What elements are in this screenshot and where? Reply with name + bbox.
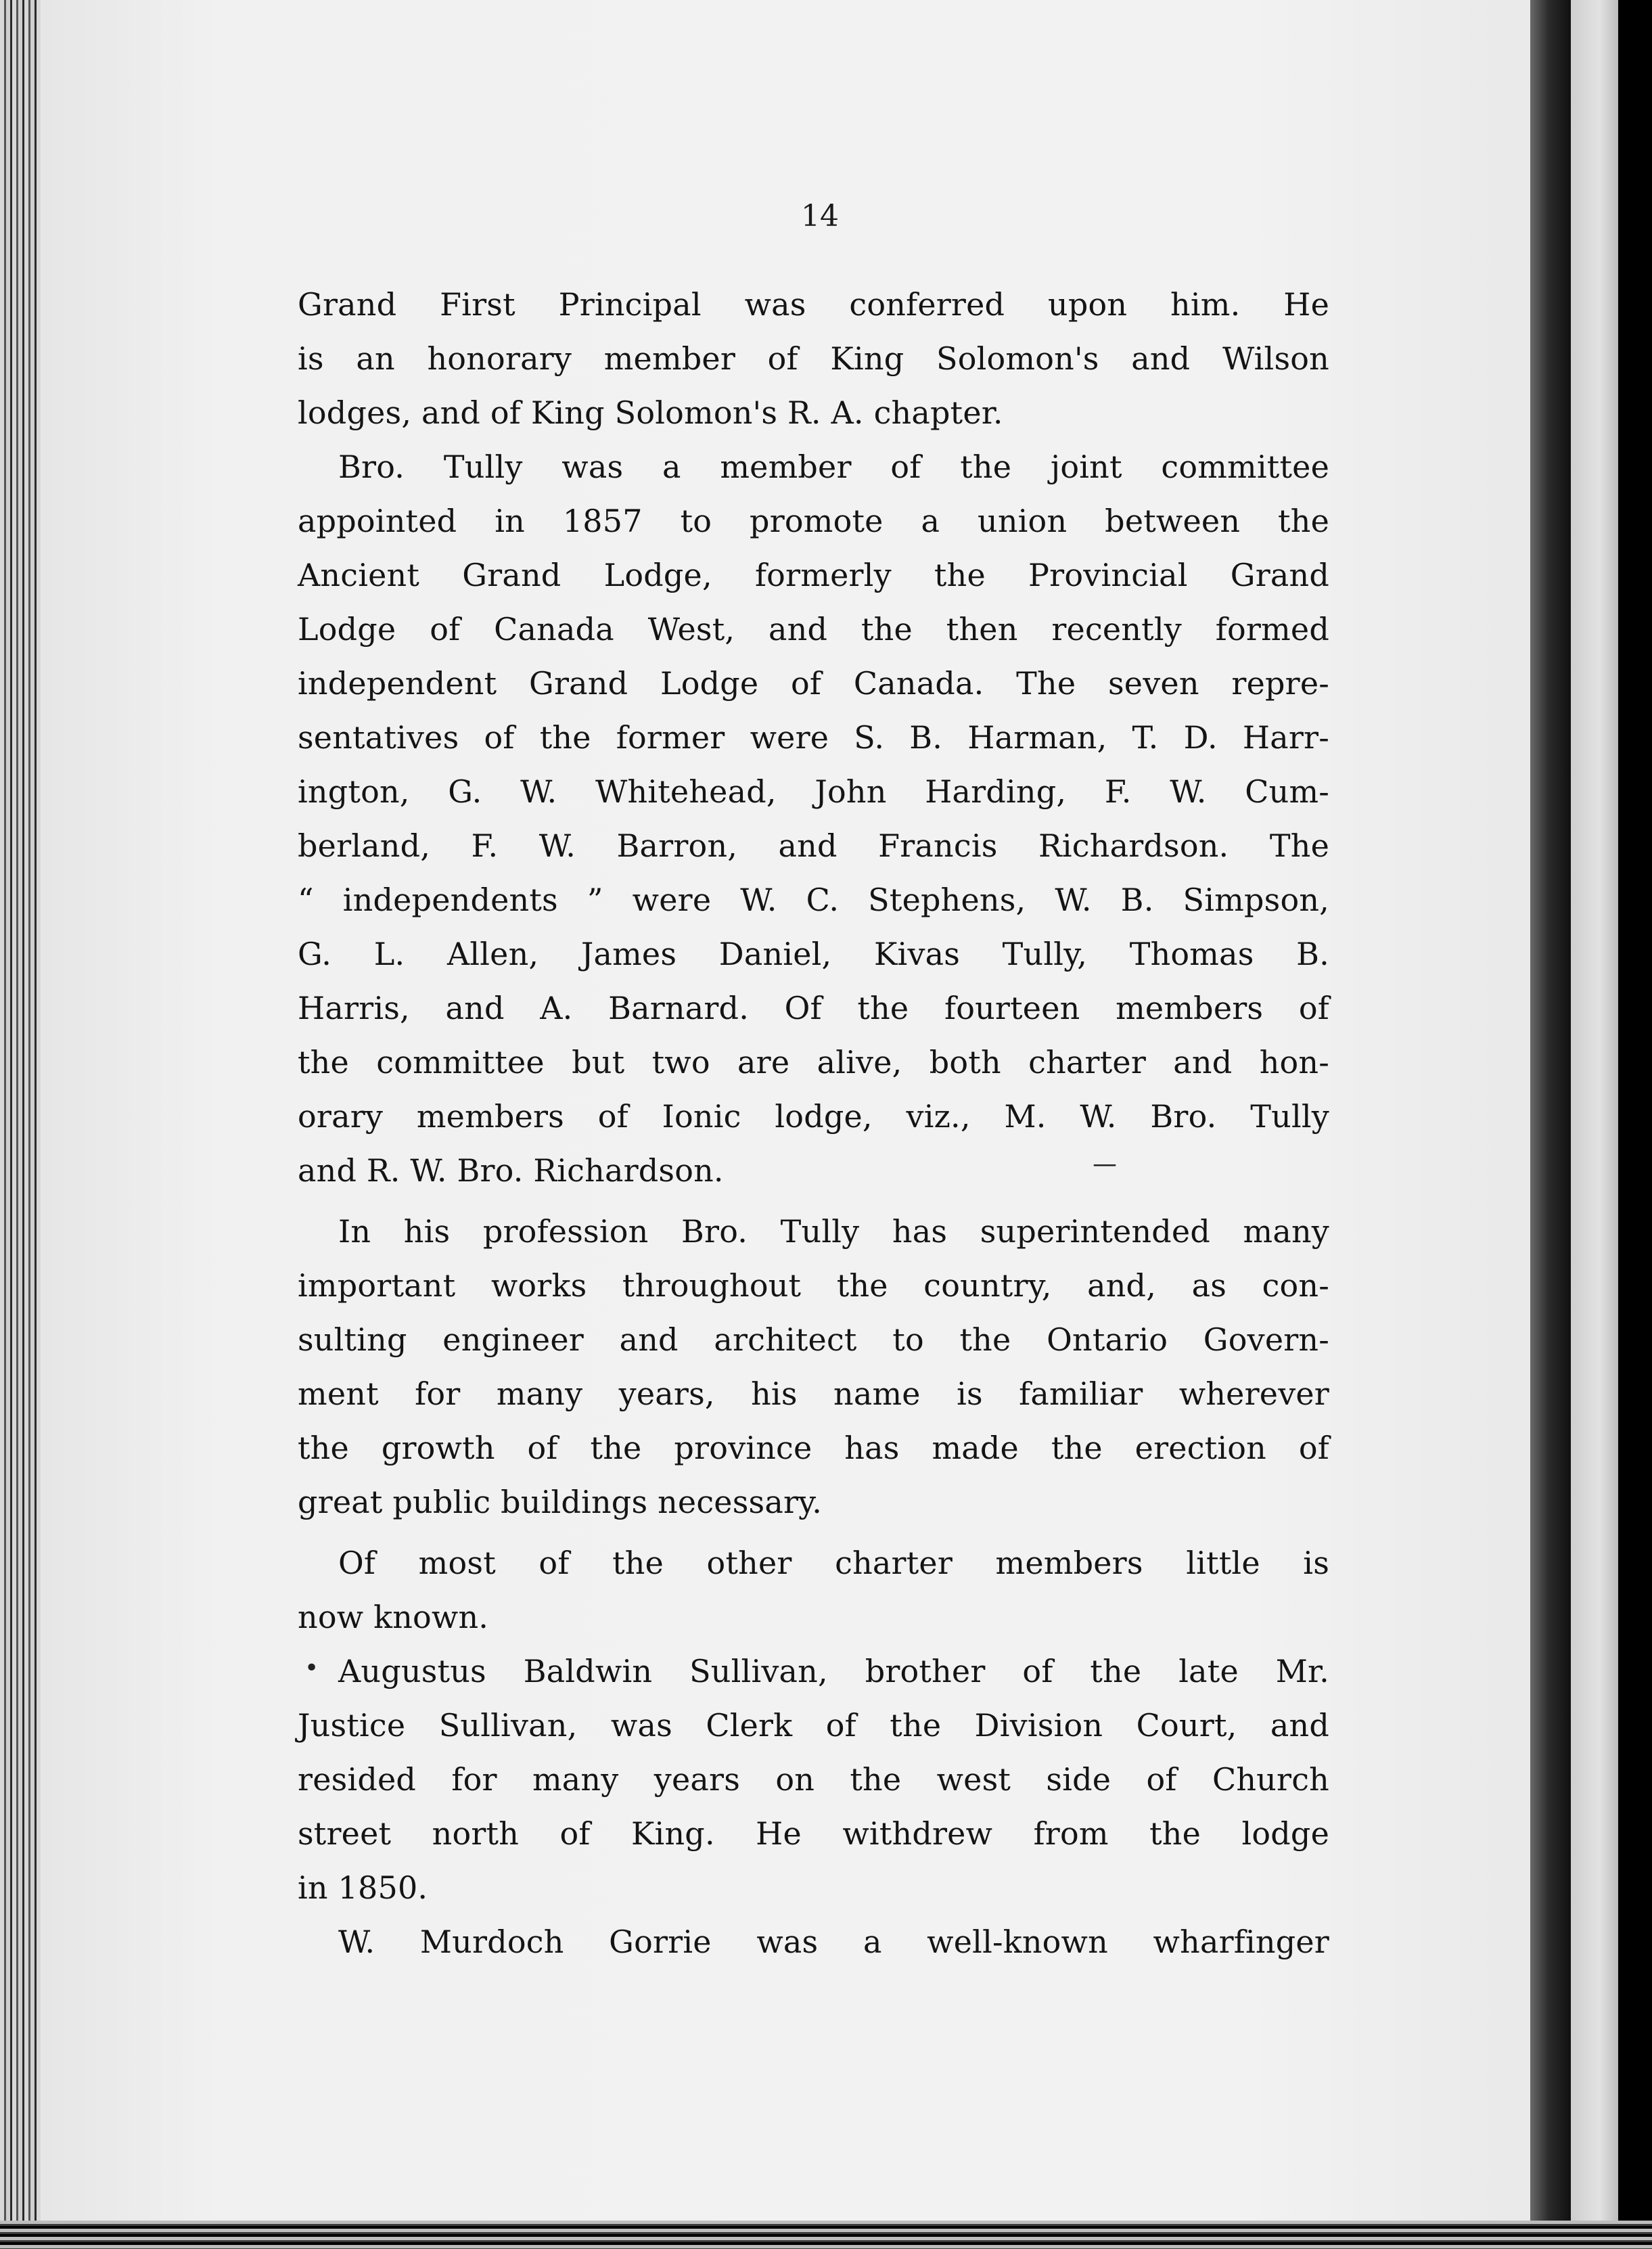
text-line: Justice Sullivan, was Clerk of the Division Court, and bbox=[298, 1707, 1329, 1744]
text-line: Lodge of Canada West, and the then recently formed bbox=[298, 611, 1329, 648]
text-line: sentatives of the former were S. B. Harman, T. D. Harr- bbox=[298, 719, 1329, 756]
text-line: the growth of the province has made the erection of bbox=[298, 1430, 1329, 1466]
stray-dash-mark: — bbox=[1093, 1150, 1117, 1178]
text-line: independent Grand Lodge of Canada. The seven repre- bbox=[298, 665, 1329, 702]
text-line: the committee but two are alive, both charter and hon- bbox=[298, 1044, 1329, 1081]
stray-dot-mark: • bbox=[304, 1654, 319, 1682]
text-line: Of most of the other charter members little is bbox=[338, 1545, 1329, 1581]
text-line: In his profession Bro. Tully has superintended many bbox=[338, 1213, 1329, 1250]
text-line: Augustus Baldwin Sullivan, brother of the late Mr. bbox=[338, 1653, 1329, 1689]
text-line: street north of King. He withdrew from the lodge bbox=[298, 1815, 1329, 1852]
text-line: ment for many years, his name is familiar wherever bbox=[298, 1376, 1329, 1412]
text-line: Bro. Tully was a member of the joint committee bbox=[338, 449, 1329, 485]
text-line: great public buildings necessary. bbox=[298, 1484, 823, 1520]
text-line: appointed in 1857 to promote a union between the bbox=[298, 503, 1329, 539]
text-line: now known. bbox=[298, 1599, 489, 1635]
next-page-edge bbox=[1571, 0, 1618, 2233]
text-line: in 1850. bbox=[298, 1869, 428, 1906]
text-line: G. L. Allen, James Daniel, Kivas Tully, Thomas B. bbox=[298, 936, 1329, 972]
gutter-shadow bbox=[1530, 0, 1571, 2233]
text-line: important works throughout the country, and, as con- bbox=[298, 1267, 1329, 1304]
text-line: sulting engineer and architect to the Ontario Govern- bbox=[298, 1321, 1329, 1358]
text-line: “ independents ” were W. C. Stephens, W. B. Simpson, bbox=[298, 882, 1329, 918]
bottom-page-edges bbox=[0, 2221, 1652, 2249]
text-line: berland, F. W. Barron, and Francis Richardson. The bbox=[298, 827, 1329, 864]
text-line: Ancient Grand Lodge, formerly the Provincial Grand bbox=[298, 557, 1329, 593]
text-line: and R. W. Bro. Richardson. bbox=[298, 1152, 724, 1189]
text-line: lodges, and of King Solomon's R. A. chapter. bbox=[298, 394, 1003, 431]
text-line: Harris, and A. Barnard. Of the fourteen members of bbox=[298, 990, 1329, 1026]
right-border bbox=[1618, 0, 1652, 2249]
text-line: W. Murdoch Gorrie was a well-known wharfinger bbox=[338, 1924, 1329, 1960]
text-line: ington, G. W. Whitehead, John Harding, F. W. Cum- bbox=[298, 773, 1329, 810]
text-line: resided for many years on the west side of Church bbox=[298, 1761, 1329, 1798]
page-number: 14 bbox=[801, 199, 839, 233]
text-line: orary members of Ionic lodge, viz., M. W. Bro. Tully bbox=[298, 1098, 1329, 1135]
text-line: Grand First Principal was conferred upon him. He bbox=[298, 286, 1329, 323]
text-line: is an honorary member of King Solomon's and Wilson bbox=[298, 340, 1329, 377]
